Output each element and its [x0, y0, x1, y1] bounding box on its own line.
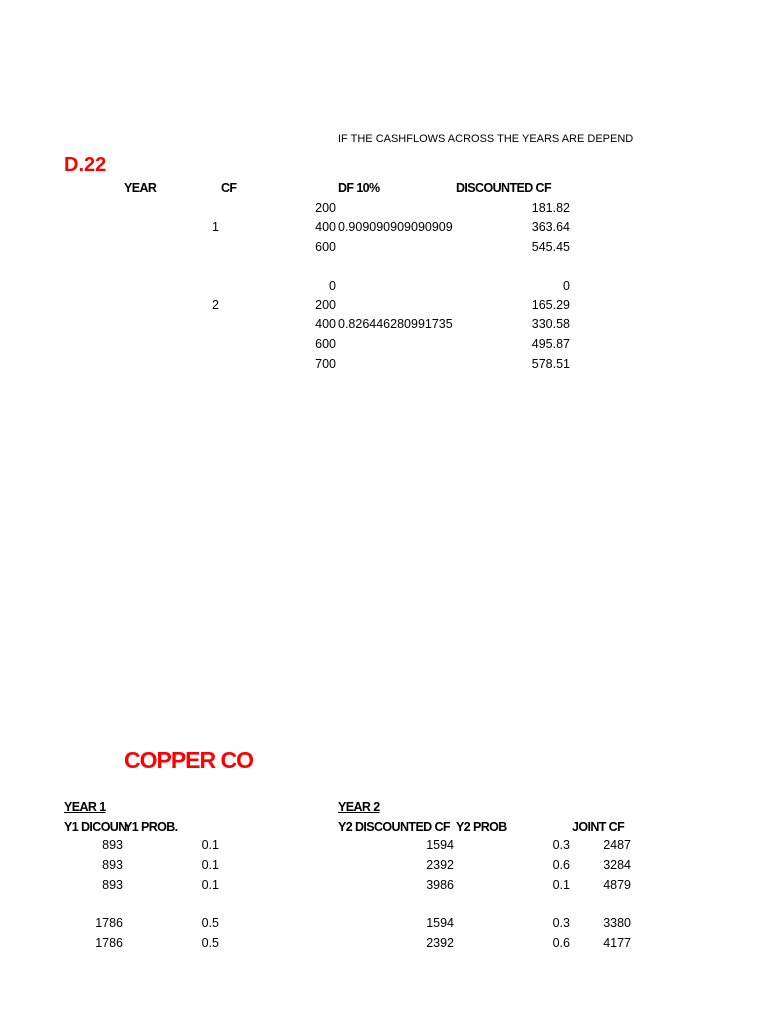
cf-cell: 0 — [329, 279, 336, 293]
y1-prob-cell: 0.1 — [201, 838, 219, 852]
discounted-cf-cell: 363.64 — [531, 220, 570, 234]
y2-discounted-cell: 1594 — [426, 916, 454, 930]
cf-cell: 700 — [315, 357, 336, 371]
y1-discounted-cell: 893 — [102, 878, 123, 892]
cf-cell: 600 — [315, 240, 336, 254]
year-cell: 1 — [212, 220, 219, 234]
y1-prob-cell: 0.1 — [201, 878, 219, 892]
discounted-cf-cell: 330.58 — [531, 317, 570, 331]
y2-discounted-cell: 2392 — [426, 858, 454, 872]
joint-cf-cell: 3380 — [603, 916, 631, 930]
y1-discounted-cell: 1786 — [95, 936, 123, 950]
joint-cf-cell: 3284 — [603, 858, 631, 872]
cf-cell: 400 — [315, 220, 336, 234]
y1-prob-cell: 0.5 — [201, 936, 219, 950]
cf-cell: 200 — [315, 298, 336, 312]
discounted-cf-cell: 181.82 — [531, 201, 570, 215]
year-cell: 2 — [212, 298, 219, 312]
header-y1-prob: Y1 PROB. — [124, 820, 178, 834]
joint-cf-cell: 4177 — [603, 936, 631, 950]
y2-prob-cell: 0.1 — [552, 878, 570, 892]
y1-discounted-cell: 893 — [102, 838, 123, 852]
joint-cf-cell: 2487 — [603, 838, 631, 852]
y1-prob-cell: 0.5 — [201, 916, 219, 930]
header-df: DF 10% — [338, 181, 380, 195]
d22-title: D.22 — [64, 154, 107, 176]
header-year: YEAR — [124, 181, 157, 195]
y2-prob-cell: 0.3 — [552, 838, 570, 852]
cf-cell: 200 — [315, 201, 336, 215]
discounted-cf-cell: 495.87 — [531, 337, 570, 351]
df-cell: 0.826446280991735 — [338, 317, 453, 331]
header-discounted-cf: DISCOUNTED CF — [456, 181, 551, 195]
discounted-cf-cell: 545.45 — [531, 240, 570, 254]
joint-cf-cell: 4879 — [603, 878, 631, 892]
cashflow-dependency-note: IF THE CASHFLOWS ACROSS THE YEARS ARE DEPEND — [338, 133, 634, 145]
copper-co-title: COPPER CO — [124, 747, 254, 773]
cf-cell: 400 — [315, 317, 336, 331]
discounted-cf-cell: 165.29 — [531, 298, 570, 312]
discounted-cf-cell: 0 — [563, 279, 570, 293]
y2-discounted-cell: 2392 — [426, 936, 454, 950]
y1-prob-cell: 0.1 — [201, 858, 219, 872]
y2-discounted-cell: 3986 — [426, 878, 454, 892]
y2-prob-cell: 0.6 — [552, 858, 570, 872]
y1-discounted-cell: 893 — [102, 858, 123, 872]
header-joint-cf: JOINT CF — [572, 820, 625, 834]
discounted-cf-cell: 578.51 — [531, 357, 570, 371]
year1-heading: YEAR 1 — [64, 800, 106, 814]
year2-heading: YEAR 2 — [338, 800, 380, 814]
header-cf: CF — [221, 181, 237, 195]
y2-prob-cell: 0.6 — [552, 936, 570, 950]
header-y2-prob: Y2 PROB — [456, 820, 507, 834]
y1-discounted-cell: 1786 — [95, 916, 123, 930]
y2-prob-cell: 0.3 — [552, 916, 570, 930]
cf-cell: 600 — [315, 337, 336, 351]
df-cell: 0.909090909090909 — [338, 220, 453, 234]
y2-discounted-cell: 1594 — [426, 838, 454, 852]
header-y2-discounted: Y2 DISCOUNTED CF — [338, 820, 450, 834]
header-y1-discounted: Y1 DICOUN — [64, 820, 127, 834]
